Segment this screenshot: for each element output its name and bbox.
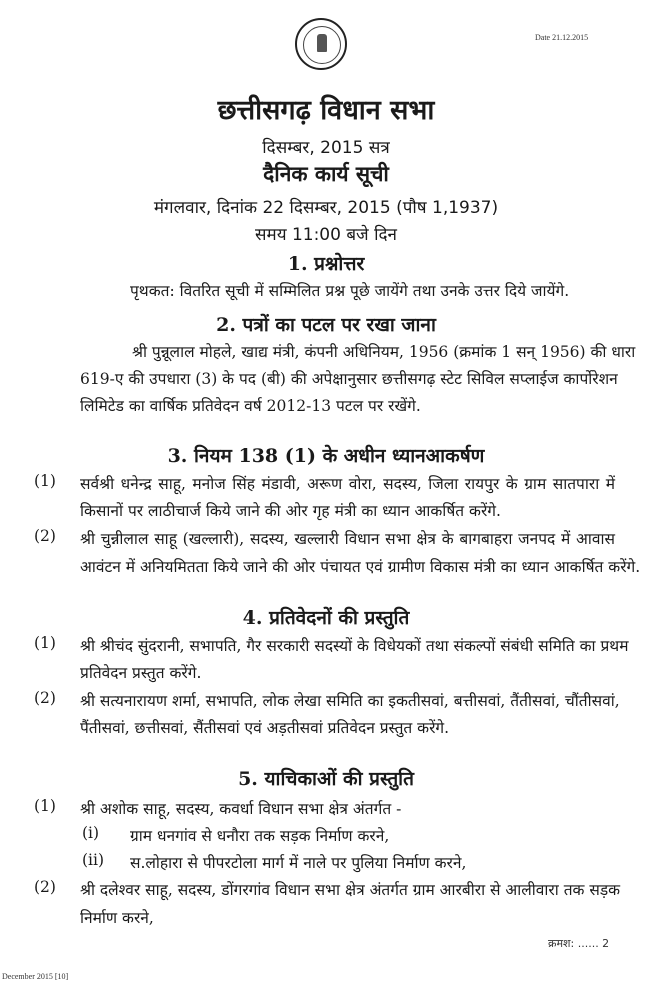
item-text: पैंतीसवां, छत्तीसवां, सैंतीसवां एवं अड़तीसवां प्रतिवेदन प्रस्तुत करेंगे. [80,719,450,737]
item-number: (2) [34,527,56,545]
item-number: (2) [34,878,56,896]
item-number: (1) [34,797,56,815]
section-text: लिमिटेड का वार्षिक प्रतिवेदन वर्ष 2012-13 पटल पर रखेंगे. [80,397,421,415]
section-heading: 2. पत्रों का पटल पर रखा जाना [216,314,436,336]
subitem-text: ग्राम धनगांव से धनौरा तक सड़क निर्माण करने, [130,827,390,845]
page-reference: December 2015 [10] [2,972,69,981]
assembly-seal-logo [295,18,347,70]
section-heading: 5. याचिकाओं की प्रस्तुति [238,768,414,790]
page-title: छत्तीसगढ़ विधान सभा [217,95,435,126]
item-number: (2) [34,689,56,707]
section-heading: 4. प्रतिवेदनों की प्रस्तुति [242,607,410,629]
time-line: समय 11:00 बजे दिन [255,225,397,245]
section-text: पृथकत: वितरित सूची में सम्मिलित प्रश्न पूछे जायेंगे तथा उनके उत्तर दिये जायेंगे. [130,282,570,300]
section-heading: 1. प्रश्नोत्तर [287,253,365,275]
item-text: आवंटन में अनियमितता किये जाने की ओर पंचायत एवं ग्रामीण विकास मंत्री का ध्यान आकर्षित करेंगे. [80,558,641,576]
subtitle: दैनिक कार्य सूची [263,161,389,186]
item-number: (1) [34,472,56,490]
date-stamp: Date 21.12.2015 [535,33,589,42]
item-text: श्री दलेश्वर साहू, सदस्य, डोंगरगांव विधान सभा क्षेत्र अंतर्गत ग्राम आरबीरा से आलीवारा तक सड़क [80,881,621,899]
section-text: 619-ए की उपधारा (3) के पद (बी) की अपेक्षानुसार छत्तीसगढ़ स्टेट सिविल सप्लाईज कार्पोरेशन [80,370,618,388]
date-line: मंगलवार, दिनांक 22 दिसम्बर, 2015 (पौष 1,1937) [153,198,499,218]
item-text: प्रतिवेदन प्रस्तुत करेंगे. [80,664,202,682]
subitem-number: (i) [82,824,100,842]
item-text: किसानों पर लाठीचार्ज किये जाने की ओर गृह मंत्री का ध्यान आकर्षित करेंगे. [80,502,501,520]
item-text: श्री सत्यनारायण शर्मा, सभापति, लोक लेखा समिति का इकतीसवां, बत्तीसवां, तैंतीसवां, चौंतीसवां, [80,692,620,710]
section-heading: 3. नियम 138 (1) के अधीन ध्यानआकर्षण [167,445,485,467]
session-line: दिसम्बर, 2015 सत्र [262,138,390,158]
item-text: श्री चुन्नीलाल साहू (खल्लारी), सदस्य, खल्लारी विधान सभा क्षेत्र के बागबाहरा जनपद में आवास [80,530,615,548]
subitem-text: स.लोहारा से पीपरटोला मार्ग में नाले पर पुलिया निर्माण करने, [130,854,467,872]
section-text: श्री पुन्नूलाल मोहले, खाद्य मंत्री, कंपनी अधिनियम, 1956 (क्रमांक 1 सन् 1956) की धारा [132,343,636,361]
item-text: निर्माण करने, [80,909,154,927]
subitem-number: (ii) [82,851,105,869]
item-text: सर्वश्री धनेन्द्र साहू, मनोज सिंह मंडावी, अरूण वोरा, सदस्य, जिला रायपुर के ग्राम सातपारा में [80,475,615,493]
item-number: (1) [34,634,56,652]
item-text: श्री अशोक साहू, सदस्य, कवर्धा विधान सभा क्षेत्र अंतर्गत - [80,800,402,818]
item-text: श्री श्रीचंद सुंदरानी, सभापति, गैर सरकारी सदस्यों के विधेयकों तथा संकल्पों संबंधी समिति का प्रथम [80,637,629,655]
continued-note: क्रमश: ...... 2 [548,937,610,950]
